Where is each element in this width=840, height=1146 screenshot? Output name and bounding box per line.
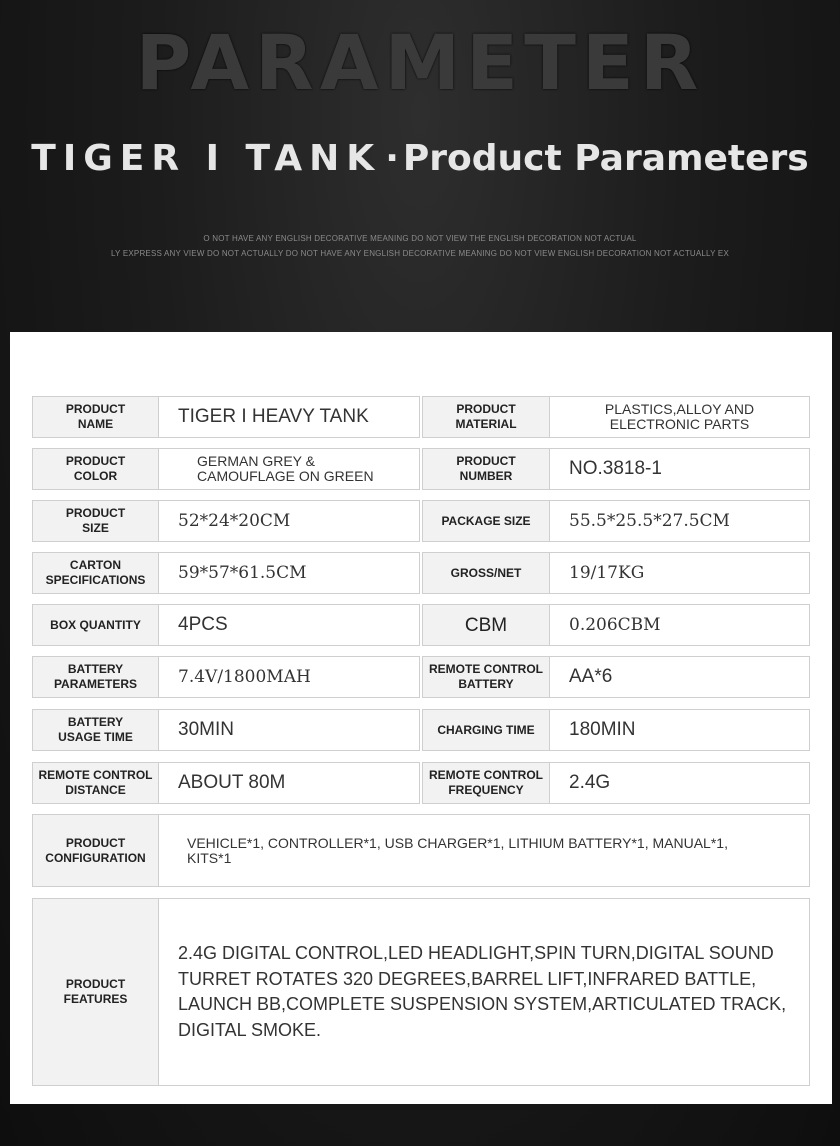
label-product-color: PRODUCT COLOR: [32, 448, 159, 490]
parameters-table: [10, 332, 832, 1104]
label-package-size: PACKAGE SIZE: [422, 500, 550, 542]
table-row: [32, 448, 810, 490]
table-row: [32, 762, 810, 804]
value-cbm: 0.206CBM: [549, 604, 810, 646]
value-product-material: PLASTICS,ALLOY AND ELECTRONIC PARTS: [549, 396, 810, 438]
label-battery-usage-time: BATTERY USAGE TIME: [32, 709, 159, 751]
label-remote-control-distance: REMOTE CONTROL DISTANCE: [32, 762, 159, 804]
label-product-configuration: PRODUCT CONFIGURATION: [32, 814, 159, 887]
table-row: [32, 656, 810, 698]
table-row: [32, 604, 810, 646]
value-carton-specifications: 59*57*61.5CM: [158, 552, 420, 594]
title-product-name: TIGER I TANK: [31, 138, 382, 179]
label-cbm: CBM: [422, 604, 550, 646]
decorative-text-line-2: LY EXPRESS ANY VIEW DO NOT ACTUALLY DO NOT HAVE ANY ENGLISH DECORATIVE MEANING DO NOT VIEW ENGLISH DECORATION NOT ACTUALLY EX: [110, 249, 730, 258]
label-product-number: PRODUCT NUMBER: [422, 448, 550, 490]
table-row: [32, 709, 810, 751]
label-carton-specifications: CARTON SPECIFICATIONS: [32, 552, 159, 594]
label-box-quantity: BOX QUANTITY: [32, 604, 159, 646]
label-product-features: PRODUCT FEATURES: [32, 898, 159, 1086]
label-battery-parameters: BATTERY PARAMETERS: [32, 656, 159, 698]
value-box-quantity: 4PCS: [158, 604, 420, 646]
value-product-number: NO.3818-1: [549, 448, 810, 490]
page-title: [0, 138, 840, 179]
table-row-features: [32, 898, 810, 1086]
value-product-name: TIGER I HEAVY TANK: [158, 396, 420, 438]
background-word: PARAMETER: [135, 18, 705, 107]
value-package-size: 55.5*25.5*27.5CM: [549, 500, 810, 542]
value-product-configuration: VEHICLE*1, CONTROLLER*1, USB CHARGER*1, LITHIUM BATTERY*1, MANUAL*1, KITS*1: [158, 814, 810, 887]
decorative-text-line-1: O NOT HAVE ANY ENGLISH DECORATIVE MEANING DO NOT VIEW THE ENGLISH DECORATION NOT ACTUAL: [203, 234, 637, 243]
table-row: [32, 396, 810, 438]
table-row: [32, 552, 810, 594]
value-remote-control-distance: ABOUT 80M: [158, 762, 420, 804]
header-banner: [0, 0, 840, 330]
title-separator: ·: [385, 138, 399, 179]
value-gross-net: 19/17KG: [549, 552, 810, 594]
value-product-features: 2.4G DIGITAL CONTROL,LED HEADLIGHT,SPIN TURN,DIGITAL SOUND TURRET ROTATES 320 DEGREES,BARREL LIFT,INFRARED BATTLE, LAUNCH BB,COMPLETE SUSPENSION SYSTEM,ARTICULATED TRACK, DIGITAL SMOKE.: [158, 898, 810, 1086]
label-product-name: PRODUCT NAME: [32, 396, 159, 438]
label-product-size: PRODUCT SIZE: [32, 500, 159, 542]
value-battery-usage-time: 30MIN: [158, 709, 420, 751]
label-product-material: PRODUCT MATERIAL: [422, 396, 550, 438]
value-charging-time: 180MIN: [549, 709, 810, 751]
label-remote-control-battery: REMOTE CONTROL BATTERY: [422, 656, 550, 698]
table-row-configuration: [32, 814, 810, 887]
value-battery-parameters: 7.4V/1800MAH: [158, 656, 420, 698]
label-charging-time: CHARGING TIME: [422, 709, 550, 751]
title-subtitle: Product Parameters: [402, 138, 809, 179]
value-remote-control-battery: AA*6: [549, 656, 810, 698]
label-remote-control-frequency: REMOTE CONTROL FREQUENCY: [422, 762, 550, 804]
value-product-size: 52*24*20CM: [158, 500, 420, 542]
table-row: [32, 500, 810, 542]
label-gross-net: GROSS/NET: [422, 552, 550, 594]
value-product-color: GERMAN GREY & CAMOUFLAGE ON GREEN: [158, 448, 420, 490]
value-remote-control-frequency: 2.4G: [549, 762, 810, 804]
